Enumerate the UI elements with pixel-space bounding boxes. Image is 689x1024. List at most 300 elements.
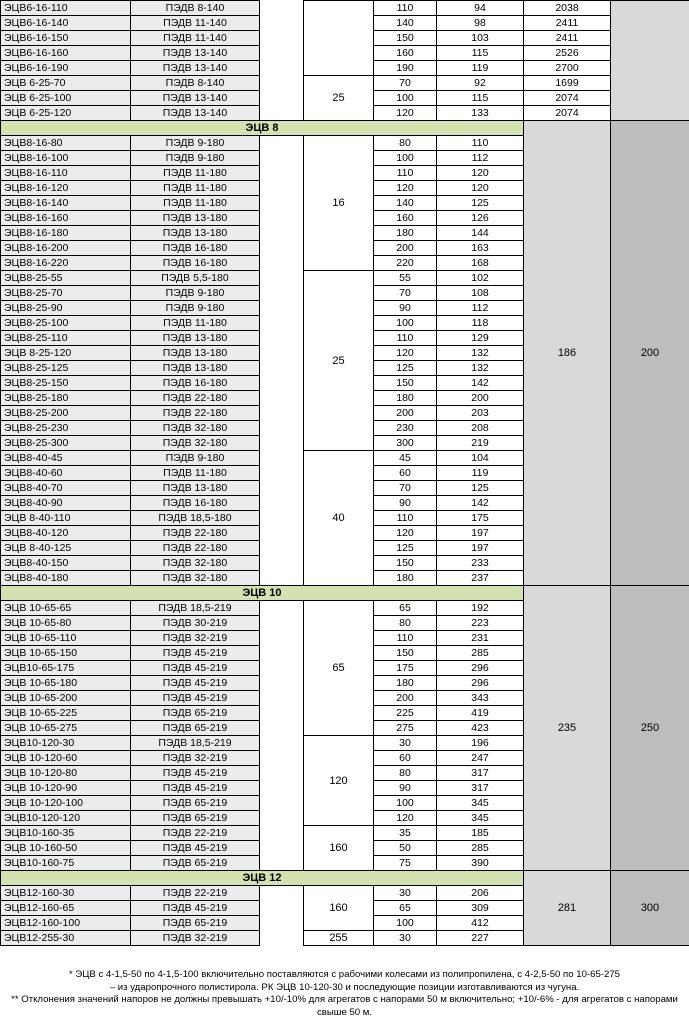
spacer-cell [260,781,304,796]
pump-model-cell: ЭЦВ8-16-160 [1,211,131,226]
weight-cell: 192 [437,601,524,616]
motor-model-cell: ПЭДВ 45-219 [131,766,260,781]
weight-cell: 110 [437,136,524,151]
head-cell: 100 [374,151,437,166]
head-cell: 75 [374,856,437,871]
well-diameter-cell: 300 [611,871,689,946]
weight-cell: 175 [437,511,524,526]
pump-model-cell: ЭЦВ8-25-200 [1,406,131,421]
weight-cell: 345 [437,796,524,811]
motor-model-cell: ПЭДВ 22-219 [131,886,260,901]
motor-model-cell: ПЭДВ 32-219 [131,931,260,946]
pump-model-cell: ЭЦВ 10-65-150 [1,646,131,661]
spacer-cell [260,211,304,226]
pump-model-cell: ЭЦВ8-40-90 [1,496,131,511]
motor-model-cell: ПЭДВ 22-180 [131,406,260,421]
head-cell: 60 [374,751,437,766]
weight-cell: 118 [437,316,524,331]
head-cell: 150 [374,646,437,661]
footnote-2-cont: свыше 50 м. [316,1006,373,1018]
spacer-cell [260,541,304,556]
weight-cell: 163 [437,241,524,256]
head-cell: 50 [374,841,437,856]
weight-cell: 132 [437,346,524,361]
motor-model-cell: ПЭДВ 11-140 [131,31,260,46]
pump-model-cell: ЭЦВ8-40-45 [1,451,131,466]
flow-rate-cell: 25 [304,76,374,121]
head-cell: 35 [374,826,437,841]
motor-model-cell: ПЭДВ 5,5-180 [131,271,260,286]
spacer-cell [260,256,304,271]
head-cell: 230 [374,421,437,436]
weight-cell: 142 [437,376,524,391]
spacer-cell [260,436,304,451]
head-cell: 60 [374,466,437,481]
weight-cell: 203 [437,406,524,421]
head-cell: 125 [374,361,437,376]
motor-model-cell: ПЭДВ 16-180 [131,256,260,271]
head-cell: 45 [374,451,437,466]
head-cell: 70 [374,286,437,301]
motor-model-cell: ПЭДВ 18,5-219 [131,736,260,751]
spacer-cell [260,76,304,91]
head-cell: 110 [374,631,437,646]
weight-cell: 237 [437,571,524,586]
motor-model-cell: ПЭДВ 32-219 [131,751,260,766]
spacer-cell [260,61,304,76]
head-cell: 30 [374,736,437,751]
weight-cell: 390 [437,856,524,871]
head-cell: 180 [374,676,437,691]
weight-cell: 120 [437,166,524,181]
motor-model-cell: ПЭДВ 11-180 [131,181,260,196]
spacer-cell [260,151,304,166]
head-cell: 100 [374,316,437,331]
head-cell: 200 [374,406,437,421]
motor-model-cell: ПЭДВ 9-180 [131,136,260,151]
pump-model-cell: ЭЦВ6-16-150 [1,31,131,46]
pump-model-cell: ЭЦВ 10-65-200 [1,691,131,706]
footnote-1-cont: – из ударопрочного полистирола. РК ЭЦВ 10-120-30 и последующие позиции изготавливаются из чугуна. [109,981,580,993]
pump-model-cell: ЭЦВ 10-65-225 [1,706,131,721]
weight-cell: 197 [437,526,524,541]
flow-rate-cell: 255 [304,931,374,946]
motor-model-cell: ПЭДВ 9-180 [131,286,260,301]
weight-cell: 168 [437,256,524,271]
pump-model-cell: ЭЦВ8-16-200 [1,241,131,256]
pump-model-cell: ЭЦВ 10-65-80 [1,616,131,631]
spacer-cell [260,391,304,406]
weight-cell: 343 [437,691,524,706]
pump-model-cell: ЭЦВ 10-65-65 [1,601,131,616]
weight-cell: 108 [437,286,524,301]
weight-cell: 247 [437,751,524,766]
motor-model-cell: ПЭДВ 13-180 [131,331,260,346]
weight-cell: 104 [437,451,524,466]
price-cell: 2526 [524,46,611,61]
weight-cell: 231 [437,631,524,646]
head-cell: 110 [374,511,437,526]
flow-rate-cell: 160 [304,826,374,871]
spacer-cell [260,46,304,61]
pump-model-cell: ЭЦВ 10-120-90 [1,781,131,796]
head-cell: 300 [374,436,437,451]
pump-model-cell: ЭЦВ8-16-120 [1,181,131,196]
pump-model-cell: ЭЦВ8-16-80 [1,136,131,151]
head-cell: 30 [374,931,437,946]
head-cell: 180 [374,571,437,586]
head-cell: 200 [374,241,437,256]
weight-cell: 412 [437,916,524,931]
head-cell: 90 [374,496,437,511]
max-diameter-cell [611,1,689,121]
motor-model-cell: ПЭДВ 22-180 [131,391,260,406]
spacer-cell [260,196,304,211]
weight-cell: 112 [437,151,524,166]
head-cell: 180 [374,226,437,241]
weight-cell: 285 [437,646,524,661]
spacer-cell [260,856,304,871]
motor-model-cell: ПЭДВ 45-219 [131,646,260,661]
well-diameter-cell: 250 [611,586,689,871]
motor-model-cell: ПЭДВ 65-219 [131,811,260,826]
weight-cell: 125 [437,196,524,211]
motor-model-cell: ПЭДВ 16-180 [131,376,260,391]
weight-cell: 200 [437,391,524,406]
flow-rate-cell: 25 [304,271,374,451]
pump-model-cell: ЭЦВ 10-120-100 [1,796,131,811]
head-cell: 65 [374,601,437,616]
motor-model-cell: ПЭДВ 13-180 [131,211,260,226]
motor-model-cell: ПЭДВ 30-219 [131,616,260,631]
spacer-cell [260,886,304,901]
pump-model-cell: ЭЦВ10-65-175 [1,661,131,676]
weight-cell: 206 [437,886,524,901]
spacer-cell [260,616,304,631]
motor-model-cell: ПЭДВ 11-180 [131,196,260,211]
spacer-cell [260,421,304,436]
head-cell: 65 [374,901,437,916]
motor-model-cell: ПЭДВ 13-140 [131,46,260,61]
pump-model-cell: ЭЦВ10-160-35 [1,826,131,841]
motor-model-cell: ПЭДВ 22-219 [131,826,260,841]
flow-rate-cell: 65 [304,601,374,736]
head-cell: 80 [374,616,437,631]
pump-model-cell: ЭЦВ 10-120-80 [1,766,131,781]
pump-model-cell: ЭЦВ8-25-55 [1,271,131,286]
motor-model-cell: ПЭДВ 65-219 [131,721,260,736]
head-cell: 160 [374,211,437,226]
footnote-2: ** Отклонения значений напоров не должны превышать +10/-10% для агрегатов с напорами 50 м включительно; +10/-6% - для агрегатов с напорами [11,994,678,1005]
spacer-cell [260,736,304,751]
motor-model-cell: ПЭДВ 22-180 [131,526,260,541]
pump-model-cell: ЭЦВ6-16-160 [1,46,131,61]
spacer-cell [260,661,304,676]
spacer-cell [260,601,304,616]
pump-model-cell: ЭЦВ8-16-140 [1,196,131,211]
section-title: ЭЦВ 8 [1,121,524,136]
spacer-cell [260,106,304,121]
motor-model-cell: ПЭДВ 11-140 [131,16,260,31]
motor-model-cell: ПЭДВ 13-180 [131,346,260,361]
pump-model-cell: ЭЦВ8-25-180 [1,391,131,406]
head-cell: 100 [374,91,437,106]
pump-model-cell: ЭЦВ8-40-120 [1,526,131,541]
head-cell: 180 [374,391,437,406]
pump-model-cell: ЭЦВ 10-120-60 [1,751,131,766]
weight-cell: 223 [437,616,524,631]
pump-model-cell: ЭЦВ8-25-150 [1,376,131,391]
spacer-cell [260,706,304,721]
pump-model-cell: ЭЦВ8-25-100 [1,316,131,331]
pump-model-cell: ЭЦВ 8-40-110 [1,511,131,526]
motor-model-cell: ПЭДВ 32-180 [131,436,260,451]
head-cell: 275 [374,721,437,736]
max-diameter-cell: 186 [524,121,611,586]
pump-model-cell: ЭЦВ8-40-180 [1,571,131,586]
motor-model-cell: ПЭДВ 13-140 [131,106,260,121]
pump-model-cell: ЭЦВ10-160-75 [1,856,131,871]
pump-model-cell: ЭЦВ6-16-190 [1,61,131,76]
head-cell: 175 [374,661,437,676]
spacer-cell [260,136,304,151]
weight-cell: 142 [437,496,524,511]
weight-cell: 296 [437,661,524,676]
head-cell: 120 [374,526,437,541]
spacer-cell [260,751,304,766]
motor-model-cell: ПЭДВ 65-219 [131,796,260,811]
motor-model-cell: ПЭДВ 45-219 [131,841,260,856]
flow-rate-cell: 120 [304,736,374,826]
head-cell: 80 [374,136,437,151]
pump-model-cell: ЭЦВ 8-40-125 [1,541,131,556]
weight-cell: 309 [437,901,524,916]
weight-cell: 119 [437,466,524,481]
pump-model-cell: ЭЦВ 10-65-180 [1,676,131,691]
pump-model-cell: ЭЦВ12-160-100 [1,916,131,931]
head-cell: 110 [374,331,437,346]
spacer-cell [260,451,304,466]
price-cell: 2411 [524,31,611,46]
head-cell: 120 [374,106,437,121]
motor-model-cell: ПЭДВ 32-180 [131,571,260,586]
weight-cell: 92 [437,76,524,91]
motor-model-cell: ПЭДВ 9-180 [131,451,260,466]
head-cell: 70 [374,481,437,496]
section-header-row [1,871,689,886]
pump-model-cell: ЭЦВ12-255-30 [1,931,131,946]
weight-cell: 115 [437,91,524,106]
motor-model-cell: ПЭДВ 32-219 [131,631,260,646]
spacer-cell [260,721,304,736]
pump-model-cell: ЭЦВ12-160-30 [1,886,131,901]
weight-cell: 233 [437,556,524,571]
price-cell: 2074 [524,106,611,121]
price-cell: 2411 [524,16,611,31]
motor-model-cell: ПЭДВ 16-180 [131,496,260,511]
motor-model-cell: ПЭДВ 11-180 [131,166,260,181]
head-cell: 100 [374,916,437,931]
head-cell: 150 [374,376,437,391]
head-cell: 150 [374,556,437,571]
motor-model-cell: ПЭДВ 9-180 [131,301,260,316]
motor-model-cell: ПЭДВ 13-180 [131,361,260,376]
weight-cell: 317 [437,781,524,796]
weight-cell: 285 [437,841,524,856]
spacer-cell [260,316,304,331]
head-cell: 110 [374,1,437,16]
weight-cell: 185 [437,826,524,841]
pump-model-cell: ЭЦВ10-120-120 [1,811,131,826]
pump-model-cell: ЭЦВ 8-25-120 [1,346,131,361]
spacer-cell [260,181,304,196]
pump-model-cell: ЭЦВ8-25-300 [1,436,131,451]
weight-cell: 208 [437,421,524,436]
motor-model-cell: ПЭДВ 45-219 [131,781,260,796]
weight-cell: 219 [437,436,524,451]
motor-model-cell: ПЭДВ 65-219 [131,916,260,931]
max-diameter-cell: 235 [524,586,611,871]
pump-model-cell: ЭЦВ8-25-230 [1,421,131,436]
spacer-cell [260,511,304,526]
weight-cell: 102 [437,271,524,286]
weight-cell: 119 [437,61,524,76]
head-cell: 225 [374,706,437,721]
motor-model-cell: ПЭДВ 65-219 [131,856,260,871]
pump-model-cell: ЭЦВ8-25-70 [1,286,131,301]
spacer-cell [260,526,304,541]
spacer-cell [260,556,304,571]
spacer-cell [260,406,304,421]
motor-model-cell: ПЭДВ 16-180 [131,241,260,256]
spacer-cell [260,496,304,511]
spacer-cell [260,481,304,496]
pump-model-cell: ЭЦВ8-16-100 [1,151,131,166]
section-header-row [1,121,689,136]
head-cell: 220 [374,256,437,271]
head-cell: 70 [374,76,437,91]
weight-cell: 197 [437,541,524,556]
head-cell: 120 [374,346,437,361]
spacer-cell [260,901,304,916]
spacer-cell [260,646,304,661]
weight-cell: 133 [437,106,524,121]
pump-model-cell: ЭЦВ6-16-140 [1,16,131,31]
spacer-cell [260,271,304,286]
spacer-cell [260,631,304,646]
weight-cell: 126 [437,211,524,226]
weight-cell: 112 [437,301,524,316]
pump-model-cell: ЭЦВ 6-25-100 [1,91,131,106]
head-cell: 80 [374,766,437,781]
pump-model-cell: ЭЦВ8-25-90 [1,301,131,316]
spacer-cell [260,571,304,586]
head-cell: 100 [374,796,437,811]
table-row [1,1,689,16]
weight-cell: 115 [437,46,524,61]
head-cell: 140 [374,196,437,211]
flow-rate-cell [304,1,374,76]
spacer-cell [260,931,304,946]
spacer-cell [260,796,304,811]
head-cell: 120 [374,181,437,196]
max-diameter-cell: 281 [524,871,611,946]
motor-model-cell: ПЭДВ 32-180 [131,421,260,436]
motor-model-cell: ПЭДВ 13-140 [131,91,260,106]
spacer-cell [260,841,304,856]
flow-rate-cell: 40 [304,451,374,586]
weight-cell: 129 [437,331,524,346]
pump-model-cell: ЭЦВ8-16-220 [1,256,131,271]
motor-model-cell: ПЭДВ 65-219 [131,706,260,721]
weight-cell: 423 [437,721,524,736]
pump-model-cell: ЭЦВ8-16-180 [1,226,131,241]
pump-model-cell: ЭЦВ8-40-60 [1,466,131,481]
spacer-cell [260,226,304,241]
pump-model-cell: ЭЦВ8-40-70 [1,481,131,496]
motor-model-cell: ПЭДВ 13-180 [131,226,260,241]
spacer-cell [260,676,304,691]
head-cell: 200 [374,691,437,706]
weight-cell: 144 [437,226,524,241]
section-title: ЭЦВ 10 [1,586,524,601]
weight-cell: 317 [437,766,524,781]
spacer-cell [260,466,304,481]
motor-model-cell: ПЭДВ 45-219 [131,901,260,916]
motor-model-cell: ПЭДВ 22-180 [131,541,260,556]
spacer-cell [260,91,304,106]
pump-model-cell: ЭЦВ 6-25-120 [1,106,131,121]
section-title: ЭЦВ 12 [1,871,524,886]
head-cell: 110 [374,166,437,181]
weight-cell: 98 [437,16,524,31]
weight-cell: 103 [437,31,524,46]
spacer-cell [260,16,304,31]
motor-model-cell: ПЭДВ 45-219 [131,661,260,676]
motor-model-cell: ПЭДВ 8-140 [131,76,260,91]
price-cell: 2038 [524,1,611,16]
pump-model-cell: ЭЦВ 10-65-275 [1,721,131,736]
weight-cell: 296 [437,676,524,691]
head-cell: 30 [374,886,437,901]
motor-model-cell: ПЭДВ 32-180 [131,556,260,571]
motor-model-cell: ПЭДВ 13-180 [131,481,260,496]
weight-cell: 227 [437,931,524,946]
weight-cell: 132 [437,361,524,376]
flow-rate-cell: 16 [304,136,374,271]
motor-model-cell: ПЭДВ 8-140 [131,1,260,16]
head-cell: 55 [374,271,437,286]
weight-cell: 94 [437,1,524,16]
pump-model-cell: ЭЦВ10-120-30 [1,736,131,751]
spacer-cell [260,766,304,781]
weight-cell: 345 [437,811,524,826]
spacer-cell [260,361,304,376]
motor-model-cell: ПЭДВ 45-219 [131,691,260,706]
spacer-cell [260,241,304,256]
table-row [1,76,689,91]
spacer-cell [260,1,304,16]
spacer-cell [260,346,304,361]
weight-cell: 120 [437,181,524,196]
section-header-row [1,586,689,601]
head-cell: 140 [374,16,437,31]
spacer-cell [260,826,304,841]
flow-rate-cell: 160 [304,886,374,931]
pump-model-cell: ЭЦВ 10-160-50 [1,841,131,856]
motor-model-cell: ПЭДВ 45-219 [131,676,260,691]
pump-model-cell: ЭЦВ8-40-150 [1,556,131,571]
